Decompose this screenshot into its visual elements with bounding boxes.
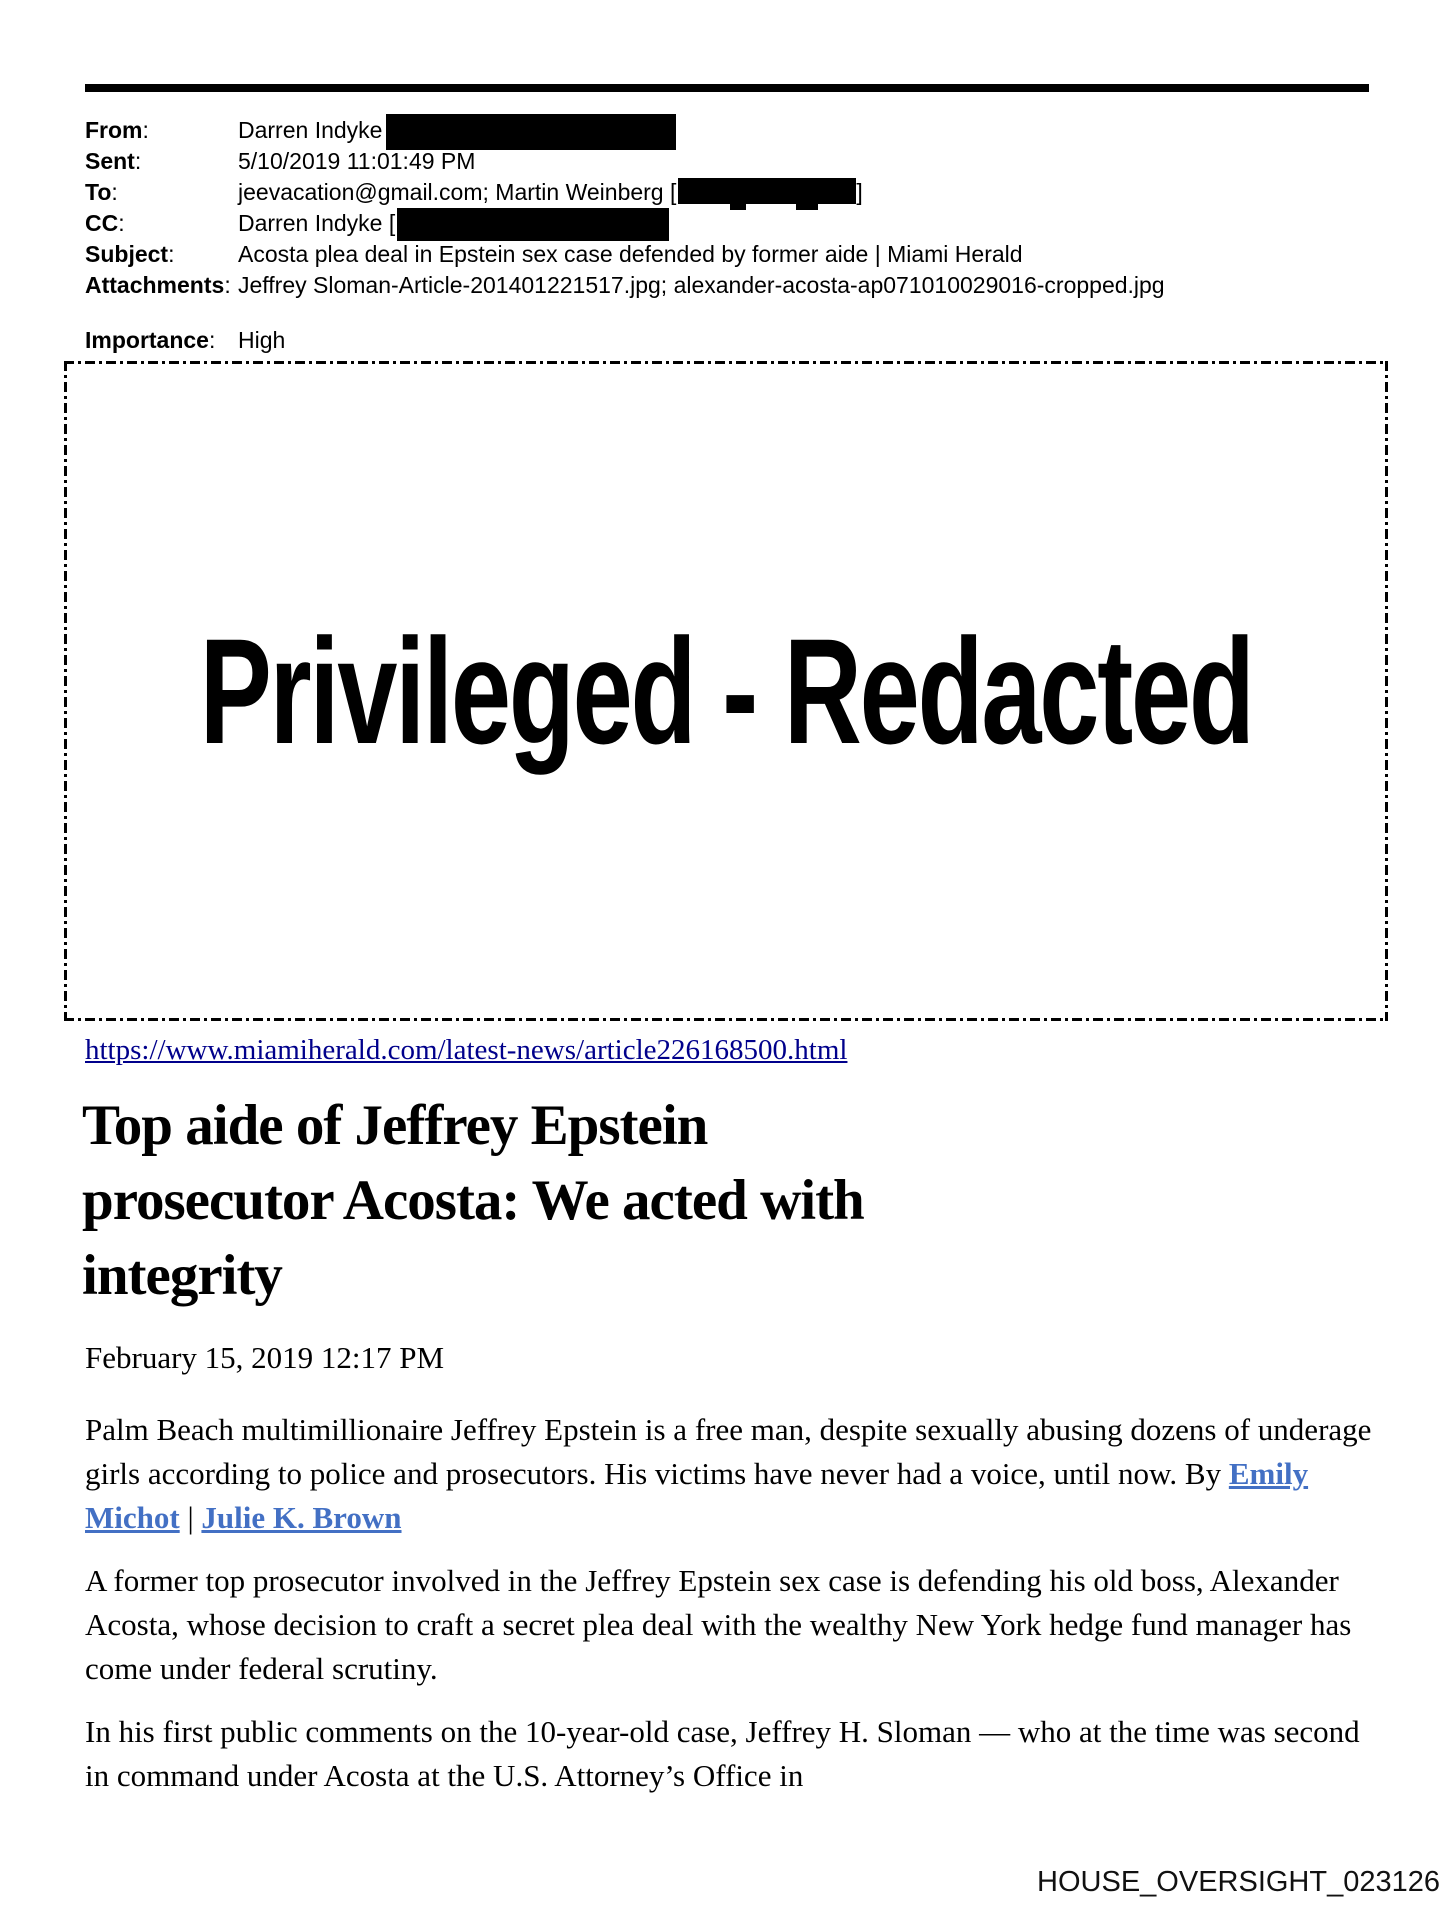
attachments-label: Attachments:	[85, 272, 231, 298]
from-label: From:	[85, 117, 149, 143]
article-paragraph-3: In his first public comments on the 10-year-old case, Jeffrey H. Sloman — who at the time was second in command under Acosta at the U.S. Attorney’s Office in	[85, 1714, 1360, 1793]
importance-value: High	[238, 327, 286, 353]
privileged-redacted-label: Privileged - Redacted	[199, 606, 1253, 775]
headline-line: Top aide of Jeffrey Epstein	[82, 1094, 708, 1157]
header-row-from	[85, 115, 1395, 146]
subject-value: Acosta plea deal in Epstein sex case defended by former aide | Miami Herald	[238, 241, 1023, 267]
header-row-subject	[85, 239, 1395, 270]
bates-number: HOUSE_OVERSIGHT_023126	[1037, 1866, 1440, 1898]
header-row-attachments	[85, 270, 1395, 301]
box-border-top	[64, 361, 1388, 364]
email-header	[85, 115, 1395, 356]
header-row-importance	[85, 325, 1395, 356]
sent-label: Sent:	[85, 148, 142, 174]
cc-label: CC:	[85, 210, 125, 236]
header-row-sent	[85, 146, 1395, 177]
to-label: To:	[85, 179, 118, 205]
box-border-left	[64, 361, 67, 1021]
author-link-julie-k-brown[interactable]: Julie K. Brown	[201, 1500, 402, 1535]
sent-value: 5/10/2019 11:01:49 PM	[238, 148, 476, 174]
article-body	[85, 1408, 1375, 1817]
author-link-emily-michot[interactable]: Emily Michot	[85, 1456, 1309, 1535]
from-value: Darren Indyke	[238, 115, 1395, 146]
header-divider-rule	[85, 84, 1369, 92]
to-value: jeevacation@gmail.com; Martin Weinberg [ ]	[238, 179, 863, 205]
article-paragraph-2: A former top prosecutor involved in the Jeffrey Epstein sex case is defending his old boss, Alexander Acosta, whose decision to craft a secret plea deal with the wealthy New York hedge fund manager has come under federal scrutiny.	[85, 1563, 1352, 1686]
article-publish-date: February 15, 2019 12:17 PM	[85, 1340, 445, 1375]
box-border-right	[1385, 361, 1388, 1021]
article-paragraph-1: Palm Beach multimillionaire Jeffrey Epstein is a free man, despite sexually abusing dozens of underage girls according to police and prosecutors. His victims have never had a voice, until now. By Emily Michot | Julie K. Brown	[85, 1412, 1372, 1535]
header-row-cc	[85, 208, 1395, 239]
headline-line: integrity	[82, 1244, 282, 1307]
header-row-to	[85, 177, 1395, 208]
privileged-redacted-box	[64, 361, 1388, 1021]
article-url-link[interactable]: https://www.miamiherald.com/latest-news/article226168500.html	[85, 1034, 848, 1066]
to-redaction-bar	[678, 178, 856, 204]
box-border-bottom	[64, 1018, 1388, 1021]
cc-value: Darren Indyke [	[238, 208, 1395, 239]
headline-line: prosecutor Acosta: We acted with	[82, 1169, 864, 1232]
attachments-value: Jeffrey Sloman-Article-201401221517.jpg; alexander-acosta-ap071010029016-cropped.jpg	[238, 272, 1165, 298]
article-headline	[82, 1088, 864, 1313]
from-redaction-bar	[386, 114, 676, 150]
cc-redaction-bar	[397, 208, 669, 241]
subject-label: Subject:	[85, 241, 175, 267]
importance-label: Importance:	[85, 327, 216, 353]
